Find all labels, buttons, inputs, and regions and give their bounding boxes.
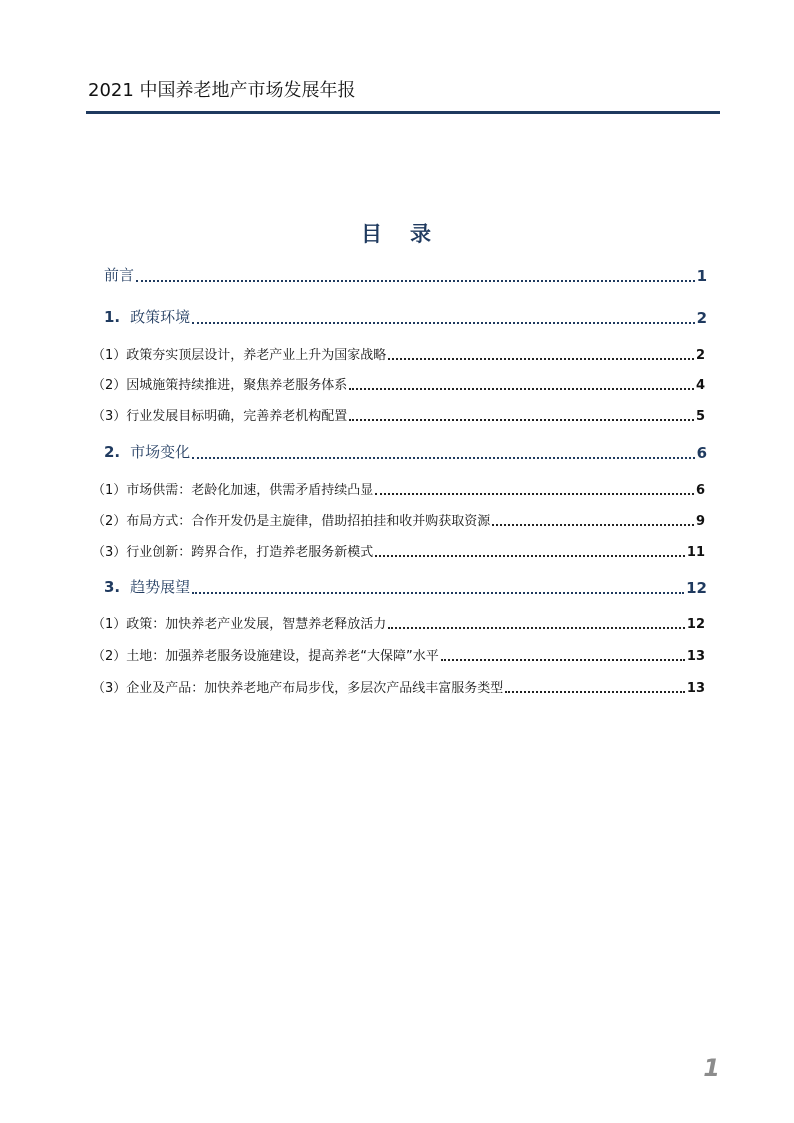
page-number: 1 bbox=[703, 1054, 720, 1082]
toc-entry-sub[interactable] bbox=[92, 613, 705, 632]
toc-entry-sub[interactable] bbox=[92, 541, 705, 560]
dot-leader bbox=[441, 658, 685, 661]
toc-entry-page: 12 bbox=[686, 579, 707, 597]
dot-leader bbox=[192, 591, 684, 594]
toc-entry-page: 2 bbox=[696, 309, 707, 327]
toc-entry-label: （2）土地：加强养老服务设施建设，提高养老“大保障”水平 bbox=[92, 649, 439, 664]
toc-entry-page: 13 bbox=[686, 681, 705, 696]
toc-entry-label: 市场变化 bbox=[130, 443, 191, 461]
toc-entry-page: 6 bbox=[696, 444, 707, 462]
dot-leader bbox=[388, 357, 694, 360]
dot-leader bbox=[375, 554, 685, 557]
toc-entry-page: 12 bbox=[686, 617, 705, 632]
toc-entry-number: 1. bbox=[104, 308, 121, 326]
toc-entry-trend-outlook[interactable] bbox=[104, 576, 707, 597]
toc-entry-label-wrap bbox=[104, 576, 190, 597]
toc-entry-market-changes[interactable] bbox=[104, 441, 707, 462]
toc-entry-number: 3. bbox=[104, 578, 121, 596]
toc-entry-label: （2）因城施策持续推进，聚焦养老服务体系 bbox=[92, 378, 348, 393]
toc-entry-label: 趋势展望 bbox=[130, 578, 191, 596]
toc-entry-sub[interactable] bbox=[92, 677, 705, 696]
dot-leader bbox=[375, 492, 694, 495]
toc-entry-label: （3）行业发展目标明确，完善养老机构配置 bbox=[92, 409, 348, 424]
toc-entry-page: 2 bbox=[695, 348, 705, 363]
dot-leader bbox=[136, 279, 695, 282]
toc-heading bbox=[0, 218, 794, 248]
header-rule bbox=[86, 111, 720, 114]
toc-entry-page: 4 bbox=[695, 378, 705, 393]
toc-entry-label-wrap bbox=[104, 306, 190, 327]
toc-entry-label-wrap bbox=[104, 441, 190, 462]
toc-entry-page: 6 bbox=[695, 483, 705, 498]
toc-entry-label: 政策环境 bbox=[130, 308, 191, 326]
toc-entry-label: （1）政策：加快养老产业发展，智慧养老释放活力 bbox=[92, 617, 387, 632]
toc-entry-page: 11 bbox=[686, 545, 705, 560]
toc-entry-preface[interactable] bbox=[104, 264, 707, 285]
toc-entry-page: 5 bbox=[695, 409, 705, 424]
toc-entry-sub[interactable] bbox=[92, 405, 705, 424]
toc-entry-label: 前言 bbox=[104, 266, 135, 284]
toc-entry-page: 13 bbox=[686, 649, 705, 664]
dot-leader bbox=[349, 387, 694, 390]
toc-entry-sub[interactable] bbox=[92, 510, 705, 529]
toc-entry-sub[interactable] bbox=[92, 645, 705, 664]
toc-entry-sub[interactable] bbox=[92, 344, 705, 363]
dot-leader bbox=[349, 418, 694, 421]
dot-leader bbox=[192, 321, 694, 324]
toc-entry-label: （1）市场供需：老龄化加速，供需矛盾持续凸显 bbox=[92, 483, 374, 498]
toc-entry-label: （3）企业及产品：加快养老地产布局步伐，多层次产品线丰富服务类型 bbox=[92, 681, 504, 696]
toc-entry-sub[interactable] bbox=[92, 374, 705, 393]
dot-leader bbox=[192, 456, 694, 459]
toc-entry-page: 9 bbox=[695, 514, 705, 529]
toc-entry-label: （3）行业创新：跨界合作，打造养老服务新模式 bbox=[92, 545, 374, 560]
toc-entry-policy-environment[interactable] bbox=[104, 306, 707, 327]
toc-entry-page: 1 bbox=[696, 267, 707, 285]
toc-heading-char-2: 录 bbox=[410, 222, 433, 246]
dot-leader bbox=[492, 523, 694, 526]
toc-entry-label: （2）布局方式：合作开发仍是主旋律，借助招拍挂和收并购获取资源 bbox=[92, 514, 491, 529]
dot-leader bbox=[388, 626, 685, 629]
toc-entry-number: 2. bbox=[104, 443, 121, 461]
dot-leader bbox=[505, 690, 685, 693]
toc-entry-label: （1）政策夯实顶层设计，养老产业上升为国家战略 bbox=[92, 348, 387, 363]
toc-heading-char-1: 目 bbox=[361, 222, 384, 246]
toc-entry-sub[interactable] bbox=[92, 479, 705, 498]
report-header-title: 2021 中国养老地产市场发展年报 bbox=[88, 80, 356, 101]
